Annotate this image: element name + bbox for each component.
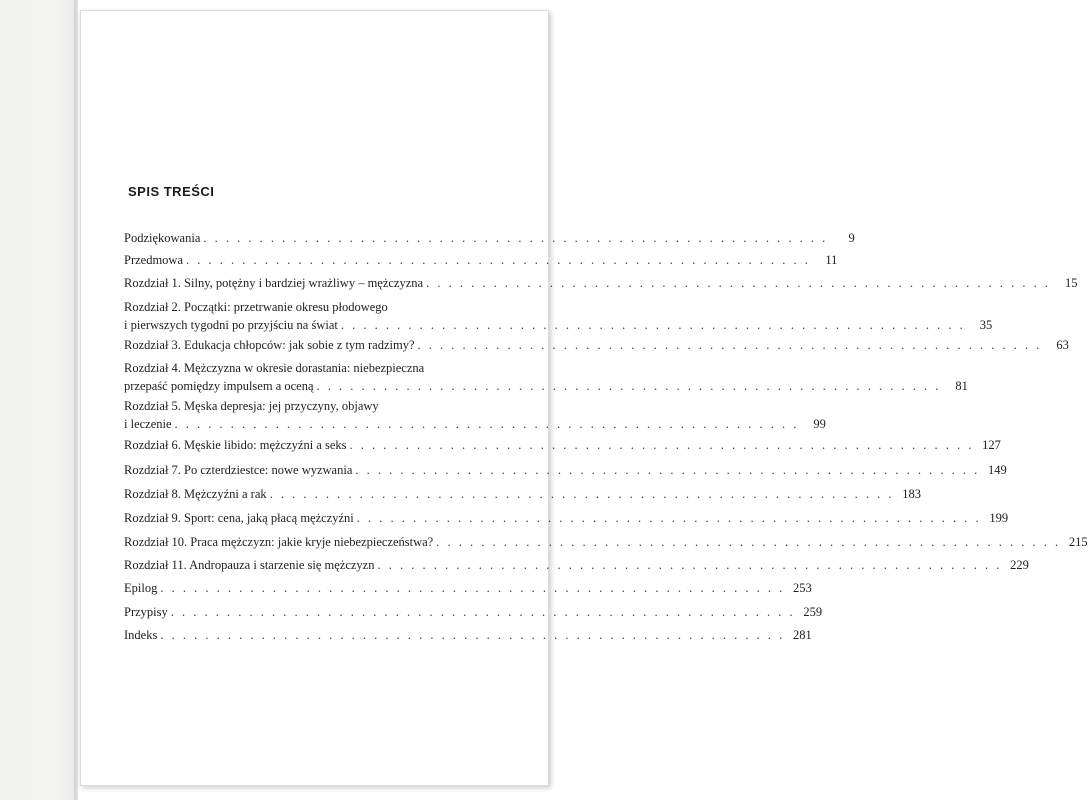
dot-leader: . . . . . . . . . . . . . . . . . . . . . . . . . . . . . . . . . . . . . . . . . . . . . . . . . . . . . . . .	[160, 628, 785, 642]
toc-entry	[124, 579, 812, 597]
toc-entry	[124, 251, 838, 269]
dot-leader: . . . . . . . . . . . . . . . . . . . . . . . . . . . . . . . . . . . . . . . . . . . . . . . . . . . . . . . .	[417, 338, 1042, 352]
toc-entry-page-number: 215	[1068, 535, 1088, 549]
toc-entry	[124, 359, 968, 395]
toc-entry-page-number: 35	[979, 318, 993, 332]
left-page	[0, 0, 78, 800]
toc-entry-title: Podziękowania	[124, 231, 201, 245]
toc-entry-title: Epilog	[124, 581, 158, 595]
toc-entry	[124, 436, 1001, 454]
toc-entry	[124, 274, 1078, 292]
toc-entry-title: Rozdział 10. Praca mężczyzn: jakie kryje niebezpieczeństwa?	[124, 535, 434, 549]
toc-entry-title: przepaść pomiędzy impulsem a oceną	[124, 379, 314, 393]
toc-entry-page-number: 63	[1056, 338, 1069, 352]
toc-entry	[124, 533, 1088, 551]
toc-entry-title: i leczenie	[124, 417, 172, 431]
dot-leader: . . . . . . . . . . . . . . . . . . . . . . . . . . . . . . . . . . . . . . . . . . . . . . . . . . . . . . . .	[174, 417, 799, 431]
toc-entry	[124, 556, 1029, 574]
dot-leader: . . . . . . . . . . . . . . . . . . . . . . . . . . . . . . . . . . . . . . . . . . . . . . . . . . . . . . . .	[355, 463, 980, 477]
toc-entry	[124, 461, 1007, 479]
toc-entry-title: Rozdział 7. Po czterdziestce: nowe wyzwania	[124, 463, 353, 477]
toc-entry-page-number: 11	[825, 253, 838, 267]
toc-entry-page-number: 281	[792, 628, 812, 642]
toc-entry-page-number: 81	[955, 379, 968, 393]
toc-entry	[124, 485, 922, 503]
toc-entry-page-number: 149	[988, 463, 1007, 477]
toc-entry	[124, 229, 855, 247]
toc-entry	[124, 298, 993, 334]
toc-title: SPIS TREŚCI	[128, 184, 215, 199]
toc-entry-page-number: 183	[902, 487, 922, 501]
dot-leader: . . . . . . . . . . . . . . . . . . . . . . . . . . . . . . . . . . . . . . . . . . . . . . . . . . . . . . . .	[426, 276, 1051, 290]
toc-entry-title-line: Rozdział 2. Początki: przetrwanie okresu płodowego	[124, 300, 388, 314]
toc-entry-page-number: 127	[982, 438, 1001, 452]
toc-entry-title: Rozdział 3. Edukacja chłopców: jak sobie z tym radzimy?	[124, 338, 415, 352]
dot-leader: . . . . . . . . . . . . . . . . . . . . . . . . . . . . . . . . . . . . . . . . . . . . . . . . . . . . . . . .	[356, 511, 982, 525]
toc-entry-title-line: Rozdział 5. Męska depresja: jej przyczyny, objawy	[124, 399, 379, 413]
toc-entry-title: Przypisy	[124, 605, 168, 619]
dot-leader: . . . . . . . . . . . . . . . . . . . . . . . . . . . . . . . . . . . . . . . . . . . . . . . . . . . . . . . .	[349, 438, 974, 452]
dot-leader: . . . . . . . . . . . . . . . . . . . . . . . . . . . . . . . . . . . . . . . . . . . . . . . . . . . . . . . .	[340, 318, 966, 332]
toc-entry-page-number: 15	[1064, 276, 1078, 290]
toc-entry-page-number: 253	[792, 581, 812, 595]
toc-entry-page-number: 9	[848, 231, 855, 245]
toc-entry-page-number: 259	[803, 605, 823, 619]
toc-entry-title-line: Rozdział 4. Mężczyzna w okresie dorastania: niebezpieczna	[124, 361, 425, 375]
dot-leader: . . . . . . . . . . . . . . . . . . . . . . . . . . . . . . . . . . . . . . . . . . . . . . . . . . . . . . . .	[203, 231, 828, 245]
toc-entry-title: i pierwszych tygodni po przyjściu na świat	[124, 318, 338, 332]
toc-entry-page-number: 99	[813, 417, 826, 431]
toc-entry	[124, 603, 823, 621]
dot-leader: . . . . . . . . . . . . . . . . . . . . . . . . . . . . . . . . . . . . . . . . . . . . . . . . . . . . . . . .	[160, 581, 785, 595]
dot-leader: . . . . . . . . . . . . . . . . . . . . . . . . . . . . . . . . . . . . . . . . . . . . . . . . . . . . . . . .	[170, 605, 796, 619]
toc-entry	[124, 336, 1069, 354]
toc-entry	[124, 397, 826, 433]
toc-entry-title: Przedmowa	[124, 253, 184, 267]
toc-entry-title: Rozdział 8. Mężczyźni a rak	[124, 487, 267, 501]
dot-leader: . . . . . . . . . . . . . . . . . . . . . . . . . . . . . . . . . . . . . . . . . . . . . . . . . . . . . . . .	[377, 558, 1002, 572]
dot-leader: . . . . . . . . . . . . . . . . . . . . . . . . . . . . . . . . . . . . . . . . . . . . . . . . . . . . . . . .	[436, 535, 1061, 549]
dot-leader: . . . . . . . . . . . . . . . . . . . . . . . . . . . . . . . . . . . . . . . . . . . . . . . . . . . . . . . .	[269, 487, 895, 501]
toc-entry-title: Rozdział 11. Andropauza i starzenie się mężczyzn	[124, 558, 375, 572]
toc-entry-page-number: 199	[989, 511, 1009, 525]
toc-entry	[124, 626, 812, 644]
toc-entry	[124, 509, 1009, 527]
toc-entry-title: Rozdział 9. Sport: cena, jaką płacą mężczyźni	[124, 511, 354, 525]
book-page	[80, 10, 1088, 786]
toc-entry-title: Indeks	[124, 628, 158, 642]
toc-entry-title: Rozdział 6. Męskie libido: mężczyźni a seks	[124, 438, 347, 452]
dot-leader: . . . . . . . . . . . . . . . . . . . . . . . . . . . . . . . . . . . . . . . . . . . . . . . . . . . . . . . .	[316, 379, 941, 393]
toc-entry-title: Rozdział 1. Silny, potężny i bardziej wrażliwy – mężczyzna	[124, 276, 424, 290]
dot-leader: . . . . . . . . . . . . . . . . . . . . . . . . . . . . . . . . . . . . . . . . . . . . . . . . . . . . . . . .	[186, 253, 811, 267]
toc-entry-page-number: 229	[1010, 558, 1029, 572]
